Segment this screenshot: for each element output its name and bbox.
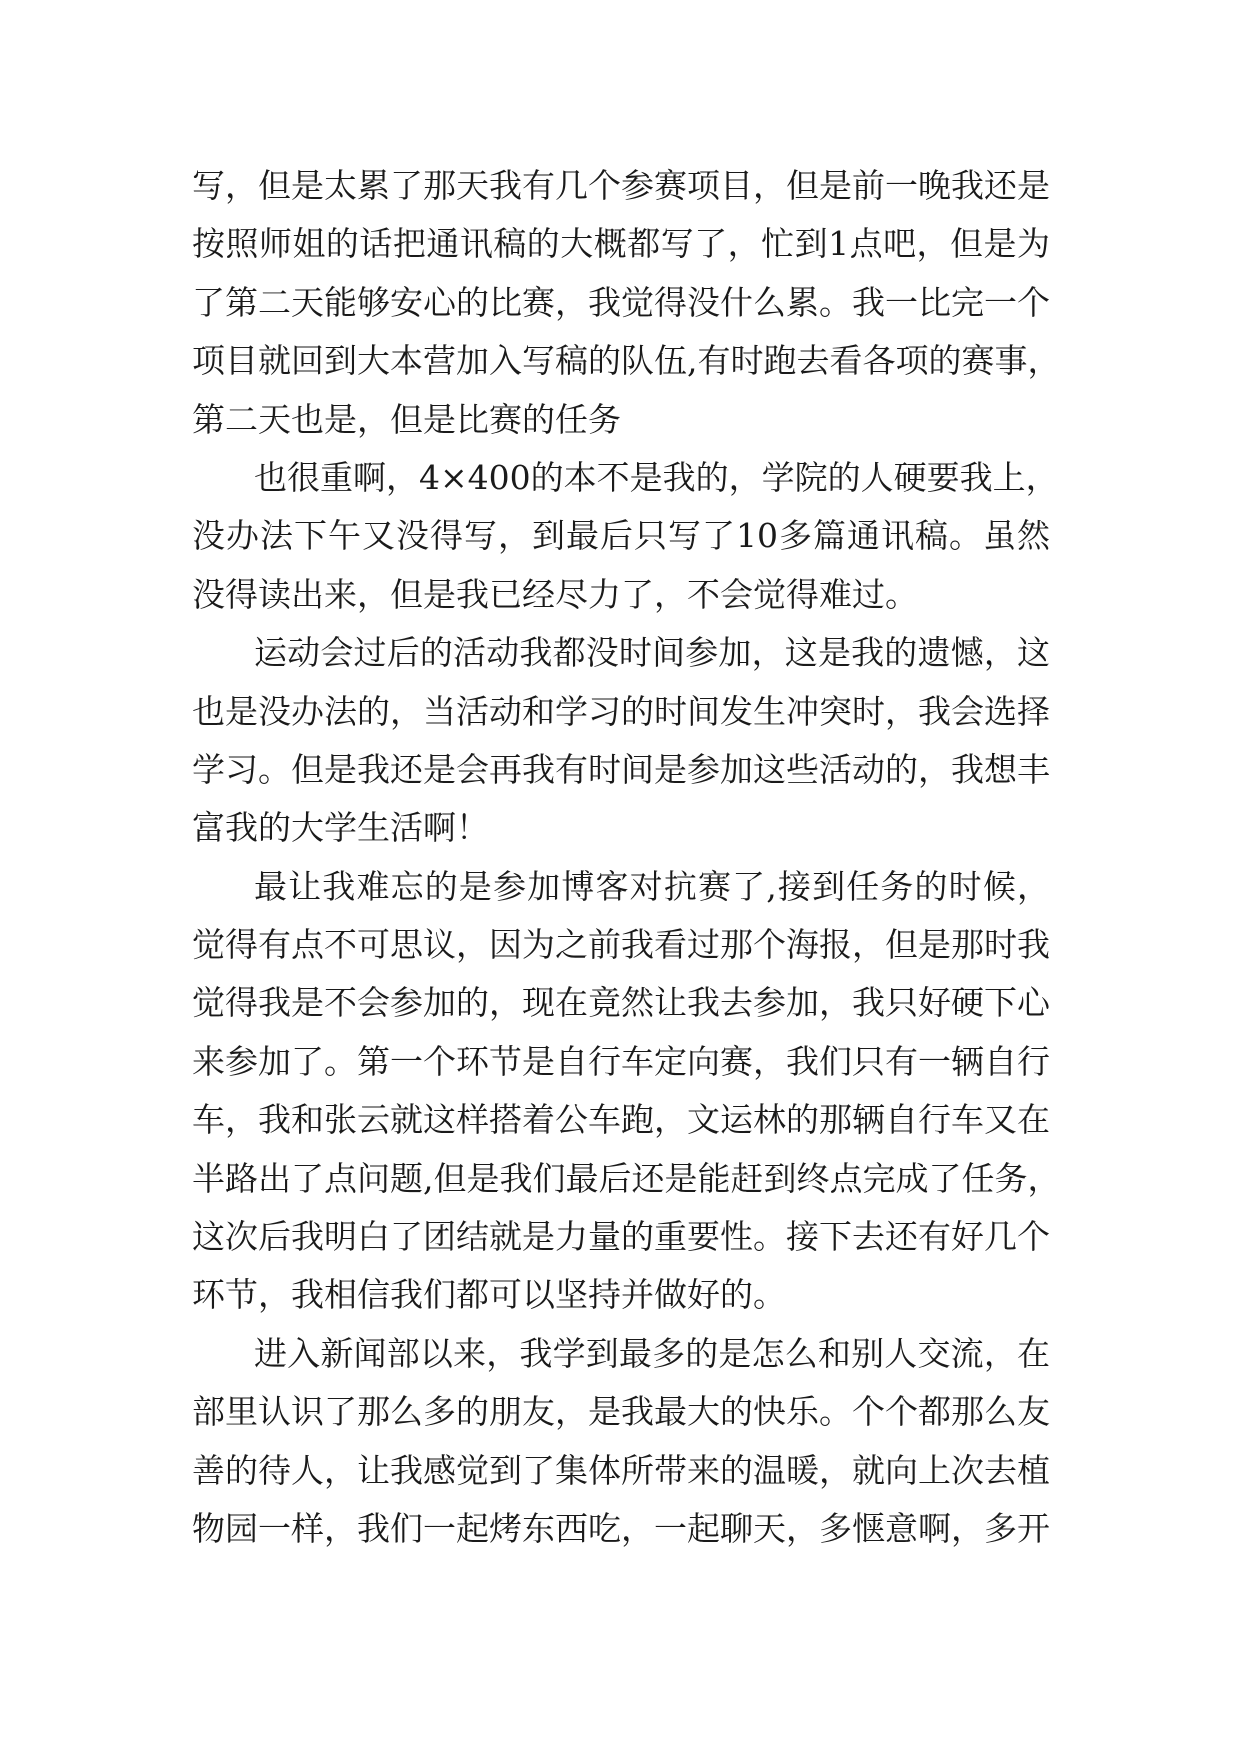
text-line: 觉得我是不会参加的，现在竟然让我去参加，我只好硬下心 bbox=[192, 983, 1050, 1023]
text-line: 部里认识了那么多的朋友，是我最大的快乐。个个都那么友 bbox=[192, 1392, 1050, 1432]
paragraph-3 bbox=[192, 624, 1050, 858]
paragraph-1 bbox=[192, 157, 1061, 449]
paragraph-4 bbox=[192, 858, 1061, 1325]
text-line: 善的待人，让我感觉到了集体所带来的温暖，就向上次去植 bbox=[192, 1450, 1050, 1490]
text-line: 也很重啊，4×400的本不是我的，学院的人硬要我上， bbox=[254, 457, 1059, 497]
text-line: 最让我难忘的是参加博客对抗赛了,接到任务的时候， bbox=[254, 866, 1050, 906]
text-line: 富我的大学生活啊！ bbox=[192, 808, 489, 848]
text-line: 第二天也是，但是比赛的任务 bbox=[192, 399, 621, 439]
paragraph-2 bbox=[192, 449, 1059, 624]
text-line: 没办法下午又没得写，到最后只写了10多篇通讯稿。虽然 bbox=[192, 516, 1050, 556]
text-line: 进入新闻部以来，我学到最多的是怎么和别人交流，在 bbox=[254, 1333, 1050, 1373]
text-line: 这次后我明白了团结就是力量的重要性。接下去还有好几个 bbox=[192, 1217, 1050, 1257]
text-line: 车，我和张云就这样搭着公车跑，文运林的那辆自行车又在 bbox=[192, 1100, 1050, 1140]
text-line: 环节，我相信我们都可以坚持并做好的。 bbox=[192, 1275, 786, 1315]
text-line: 也是没办法的，当活动和学习的时间发生冲突时，我会选择 bbox=[192, 691, 1050, 731]
text-line: 没得读出来，但是我已经尽力了，不会觉得难过。 bbox=[192, 574, 918, 614]
text-line: 觉得有点不可思议，因为之前我看过那个海报，但是那时我 bbox=[192, 925, 1050, 965]
text-line: 按照师姐的话把通讯稿的大概都写了，忙到1点吧，但是为 bbox=[192, 224, 1050, 264]
text-line: 物园一样，我们一起烤东西吃，一起聊天，多惬意啊，多开 bbox=[192, 1508, 1050, 1548]
text-line: 了第二天能够安心的比赛，我觉得没什么累。我一比完一个 bbox=[192, 282, 1050, 322]
text-line: 来参加了。第一个环节是自行车定向赛，我们只有一辆自行 bbox=[192, 1041, 1050, 1081]
text-line: 写，但是太累了那天我有几个参赛项目，但是前一晚我还是 bbox=[192, 166, 1050, 205]
text-line: 项目就回到大本营加入写稿的队伍,有时跑去看各项的赛事， bbox=[192, 341, 1061, 381]
text-line: 学习。但是我还是会再我有时间是参加这些活动的，我想丰 bbox=[192, 749, 1050, 789]
paragraph-5 bbox=[192, 1325, 1050, 1559]
body-text bbox=[192, 157, 1061, 1558]
text-line: 半路出了点问题,但是我们最后还是能赶到终点完成了任务， bbox=[192, 1158, 1061, 1198]
text-line: 运动会过后的活动我都没时间参加，这是我的遗憾，这 bbox=[254, 633, 1050, 673]
